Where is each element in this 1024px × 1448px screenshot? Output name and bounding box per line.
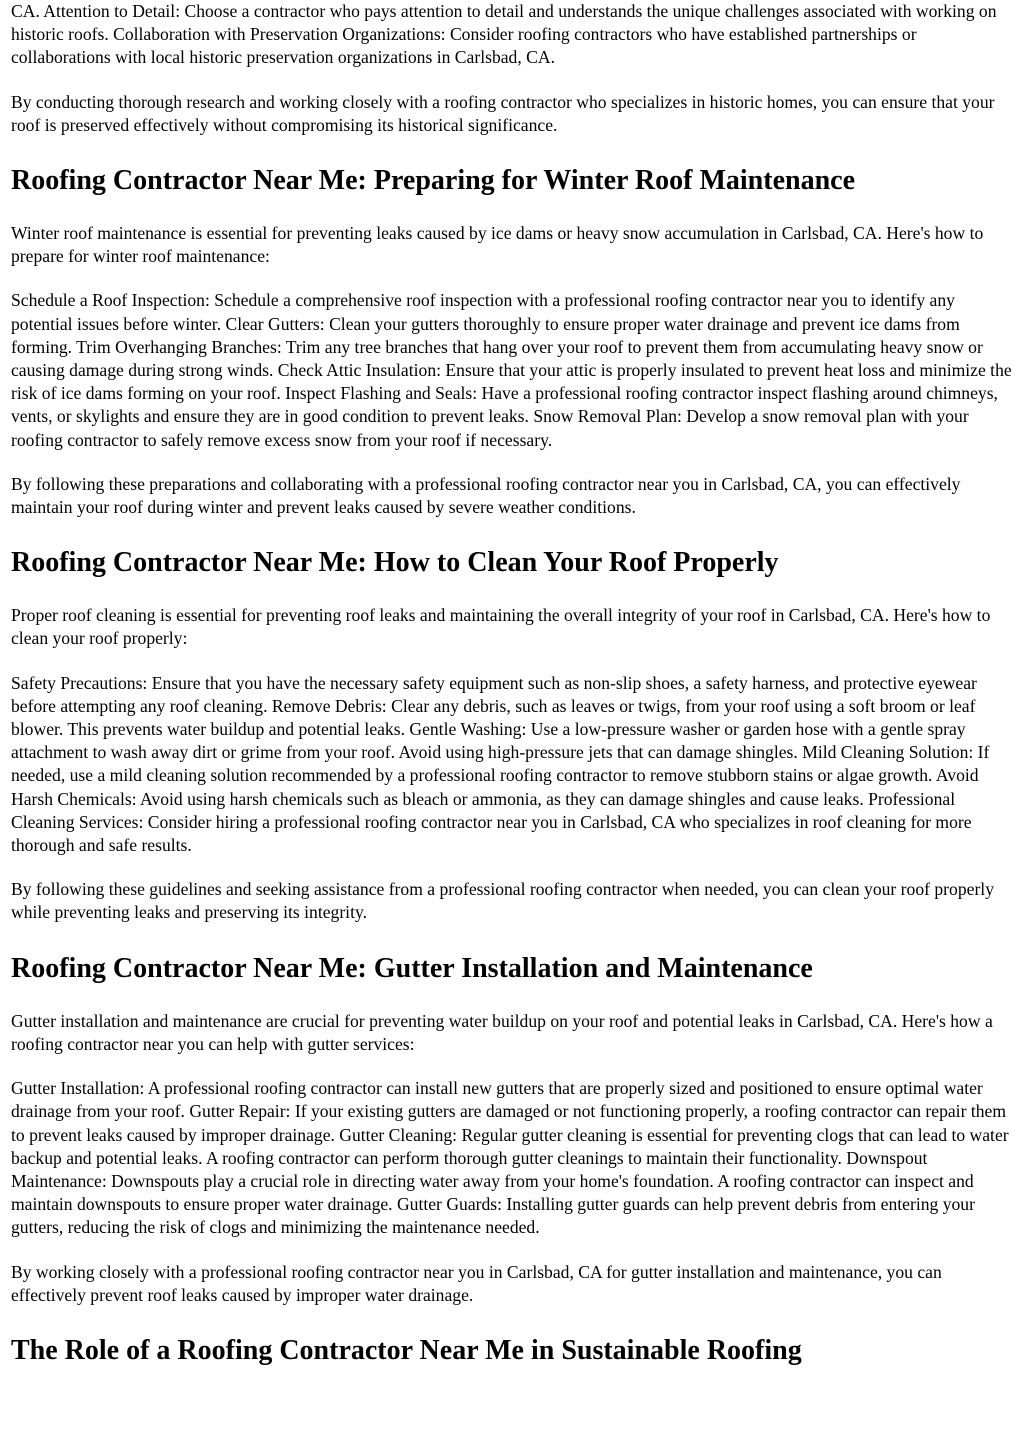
- paragraph-gutter-intro: Gutter installation and maintenance are crucial for preventing water buildup on your roof and potential leaks in Carlsbad, CA. Here's how a roofing contractor near you can help with gutter services:: [11, 1010, 993, 1054]
- paragraph-gutter-conclusion: By working closely with a professional roofing contractor near you in Carlsbad, CA for gutter installation and maintenance, you can effectively prevent roof leaks caused by improper water drainage.: [11, 1261, 942, 1305]
- paragraph-historic-conclusion: By conducting thorough research and working closely with a roofing contractor who specializes in historic homes, you can ensure that your roof is preserved effectively without compromising its historical significance.: [11, 91, 995, 135]
- heading-gutter-installation: Roofing Contractor Near Me: Gutter Installation and Maintenance: [11, 952, 813, 984]
- paragraph-winter-conclusion: By following these preparations and collaborating with a professional roofing contractor near you in Carlsbad, CA, you can effectively maintain your roof during winter and prevent leaks caused by severe weather conditions.: [11, 473, 961, 518]
- document-page: [11, 0, 1015, 1368]
- paragraph-gutter-steps: Gutter Installation: A professional roofing contractor can install new gutters that are properly sized and positioned to ensure optimal water drainage from your roof. Gutter Repair: If your existing gutters are damaged or not functioning properly, a roofing contractor can repair them to prevent leaks caused by improper drainage. Gutter Cleaning: Regular gutter cleaning is essential for preventing clogs that can lead to water backup and potential leaks. A roofing contractor can perform thorough gutter cleanings to maintain their functionality. Downspout Maintenance: Downspouts play a crucial role in directing water away from your home's foundation. A roofing contractor can inspect and maintain downspouts to ensure proper water drainage. Gutter Guards: Installing gutter guards can help prevent debris from entering your gutters, reducing the risk of clogs and minimizing the maintenance needed.: [11, 1078, 1009, 1238]
- paragraph-cleaning-steps: Safety Precautions: Ensure that you have the necessary safety equipment such as non-slip shoes, a safety harness, and protective eyewear before attempting any roof cleaning. Remove Debris: Clear any debris, such as leaves or twigs, from your roof using a soft broom or leaf blower. This prevents water buildup and potential leaks. Gentle Washing: Use a low-pressure washer or garden hose with a gentle spray attachment to wash away dirt or grime from your roof. Avoid using high-pressure jets that can damage shingles. Mild Cleaning Solution: If needed, use a mild cleaning solution recommended by a professional roofing contractor to remove stubborn stains or algae growth. Avoid Harsh Chemicals: Avoid using harsh chemicals such as bleach or ammonia, as they can damage shingles and cause leaks. Professional Cleaning Services: Consider hiring a professional roofing contractor near you in Carlsbad, CA who specializes in roof cleaning for more thorough and safe results.: [11, 672, 990, 856]
- paragraph-winter-intro: Winter roof maintenance is essential for preventing leaks caused by ice dams or heavy snow accumulation in Carlsbad, CA. Here's how to prepare for winter roof maintenance:: [11, 223, 984, 267]
- heading-sustainable-roofing: The Role of a Roofing Contractor Near Me in Sustainable Roofing: [11, 1334, 802, 1366]
- paragraph-cleaning-intro: Proper roof cleaning is essential for preventing roof leaks and maintaining the overall integrity of your roof in Carlsbad, CA. Here's how to clean your roof properly:: [11, 605, 991, 649]
- paragraph-winter-steps: Schedule a Roof Inspection: Schedule a comprehensive roof inspection with a professional roofing contractor near you to identify any potential issues before winter. Clear Gutters: Clean your gutters thoroughly to ensure proper water drainage and prevent ice dams from forming. Trim Overhanging Branches: Trim any tree branches that hang over your roof to prevent them from accumulating heavy snow or causing damage during strong winds. Check Attic Insulation: Ensure that your attic is properly insulated to prevent heat loss and minimize the risk of ice dams forming on your roof. Inspect Flashing and Seals: Have a professional roofing contractor inspect flashing around chimneys, vents, or skylights and ensure they are in good condition to prevent leaks. Snow Removal Plan: Develop a snow removal plan with your roofing contractor to safely remove excess snow from your roof if necessary.: [11, 290, 1012, 450]
- paragraph-historic-attention: CA. Attention to Detail: Choose a contractor who pays attention to detail and understands the unique challenges associated with working on historic roofs. Collaboration with Preservation Organizations: Consider roofing contractors who have established partnerships or collaborations with local historic preservation organizations in Carlsbad, CA.: [11, 1, 997, 68]
- heading-winter-maintenance: Roofing Contractor Near Me: Preparing for Winter Roof Maintenance: [11, 165, 856, 197]
- heading-roof-cleaning: Roofing Contractor Near Me: How to Clean Your Roof Properly: [11, 547, 779, 579]
- paragraph-cleaning-conclusion: By following these guidelines and seeking assistance from a professional roofing contractor when needed, you can clean your roof properly while preventing leaks and preserving its integrity.: [11, 879, 994, 923]
